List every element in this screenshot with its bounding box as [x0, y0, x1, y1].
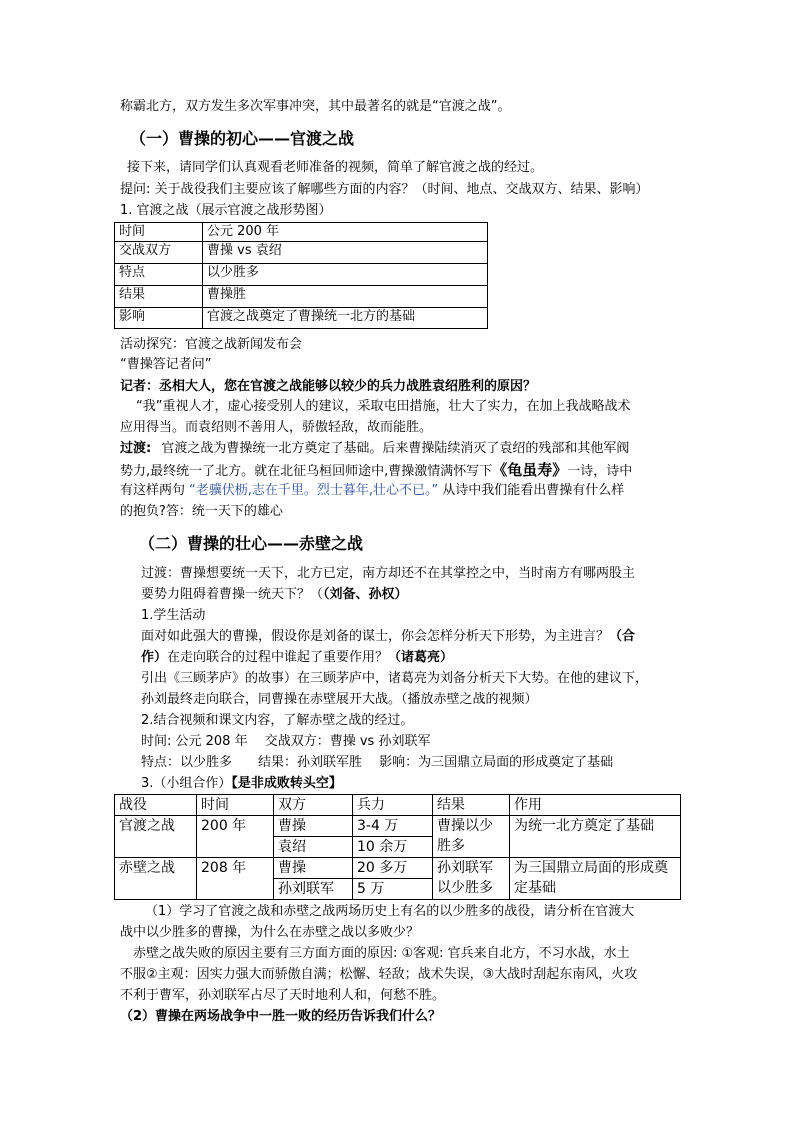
section2-p1-text: 要势力阻碍着曹操一统天下？（ — [141, 587, 324, 602]
table-row — [115, 816, 681, 837]
table-cell-label: 时间 — [115, 223, 203, 242]
table-cell-value: 公元 200 年 — [203, 223, 488, 242]
transition-text-3a: 有这样两句 — [120, 483, 186, 498]
result-cell: 孙刘联军以少胜多 — [433, 858, 510, 900]
section2-p1-answer: （刘备、孙权） — [323, 587, 408, 602]
table-header: 作用 — [510, 795, 681, 816]
chibi-time-line: 时间: 公元 208 年 交战双方：曹操 vs 孙刘联军 — [141, 734, 431, 749]
section2-item3-label: 3.（小组合作） — [141, 776, 232, 791]
transition-text-2c: 一诗，诗中 — [567, 464, 633, 479]
result-cell: 曹操以少胜多 — [433, 816, 510, 858]
question1-line2: 战中以少胜多的曹操，为什么在赤壁之战以多败少？ — [120, 925, 420, 940]
section2-item3 — [141, 775, 342, 793]
section2-title: （二）曹操的壮心——赤壁之战 — [139, 534, 364, 553]
table-header-row — [115, 795, 681, 816]
force-cell: 20 多万 — [353, 858, 433, 879]
table-header: 兵力 — [353, 795, 433, 816]
transition-text-2a: 势力,最终统一了北方。就在北征乌桓回师途中,曹操激情满怀写下 — [120, 464, 493, 479]
battle-year-cell: 208 年 — [197, 858, 274, 900]
table-header: 双方 — [274, 795, 353, 816]
battle-name-cell: 官渡之战 — [115, 816, 197, 858]
guandu-table — [114, 222, 488, 329]
section2-p4-line2: 孙刘最终走向联合，同曹操在赤壁展开大战。（播放赤壁之战的视频） — [141, 692, 538, 707]
quote-line: “曹操答记者问” — [120, 357, 212, 372]
transition-line-4: 的抱负?答：统一天下的雄心 — [120, 504, 283, 519]
section2-p3-coop: （合 — [609, 629, 636, 644]
side-cell: 袁绍 — [274, 837, 353, 858]
table-row — [115, 242, 488, 264]
table-row — [115, 308, 488, 329]
side-cell: 曹操 — [274, 816, 353, 837]
activity-line: 活动探究：官渡之战新闻发布会 — [120, 337, 303, 352]
section2-p3-answer: （诸葛亮） — [388, 650, 454, 665]
reporter-question: 记者：丞相大人，您在官渡之战能够以较少的兵力战胜袁绍胜利的原因？ — [120, 379, 537, 394]
table-cell-label: 影响 — [115, 308, 203, 329]
table-row — [115, 223, 488, 242]
section2-p3-coop-end: 作） — [141, 650, 168, 665]
transition-line-1 — [120, 440, 629, 458]
effect-cell: 为统一北方奠定了基础 — [510, 816, 681, 858]
section1-p1: 接下来，请同学们认真观看老师准备的视频，简单了解官渡之战的经过。 — [127, 160, 544, 175]
table-cell-label: 交战双方 — [115, 242, 203, 264]
battle-year-cell: 200 年 — [197, 816, 274, 858]
table-header: 时间 — [197, 795, 274, 816]
section1-item1: 1. 官渡之战（展示官渡之战形势图） — [120, 203, 332, 218]
table-header: 战役 — [115, 795, 197, 816]
section2-p3-line1 — [141, 628, 635, 646]
force-cell: 5 万 — [353, 879, 433, 900]
force-cell: 3-4 万 — [353, 816, 433, 837]
section2-p1-line1: 过渡：曹操想要统一天下，北方已定，南方却还不在其掌控之中，当时南方有哪两股主 — [141, 566, 636, 581]
answer-line-2: 应用得当。而袁绍则不善用人，骄傲轻敌，故而能胜。 — [120, 420, 433, 435]
table-row — [115, 286, 488, 308]
section2-p4-line1: 引出《三顾茅庐》的故事）在三顾茅庐中，诸葛亮为刘备分析天下大势。在他的建议下， — [141, 671, 649, 686]
intro-line: 称霸北方，双方发生多次军事冲突，其中最著名的就是“官渡之战”。 — [120, 99, 511, 114]
poem-title: 《龟虽寿》 — [492, 461, 568, 479]
effect-cell: 为三国鼎立局面的形成奠定基础 — [510, 858, 681, 900]
section2-item2: 2.结合视频和课文内容，了解赤壁之战的经过。 — [141, 713, 414, 728]
comparison-table — [114, 794, 681, 900]
question2: （2）曹操在两场战争中一胜一败的经历告诉我们什么？ — [120, 1009, 442, 1024]
answer1-line1: 赤壁之战失败的原因主要有三方面方面的原因: ①客观: 官兵来自北方，不习水战，水土 — [133, 946, 630, 961]
section2-item3-theme: 【是非成败转头空】 — [231, 776, 342, 791]
force-cell: 10 余万 — [353, 837, 433, 858]
transition-text-1: 官渡之战为曹操统一北方奠定了基础。后来曹操陆续消灭了袁绍的残部和其他军阀 — [161, 441, 630, 456]
table-row — [115, 264, 488, 286]
table-row — [115, 858, 681, 879]
question1-line1: （1）学习了官渡之战和赤壁之战两场历史上有名的以少胜多的战役，请分析在官渡大 — [145, 904, 635, 919]
table-cell-label: 特点 — [115, 264, 203, 286]
transition-line-3 — [120, 482, 624, 500]
transition-label: 过渡: — [120, 441, 152, 456]
table-cell-value: 曹操胜 — [203, 286, 488, 308]
battle-name-cell: 赤壁之战 — [115, 858, 197, 900]
table-header: 结果 — [433, 795, 510, 816]
section2-p3-question: 在走向联合的过程中谁起了重要作用？ — [167, 650, 389, 665]
table-cell-value: 以少胜多 — [203, 264, 488, 286]
poem-quote: “老骥伏枥,志在千里。烈士暮年,壮心不已。” — [189, 483, 439, 498]
transition-text-3c: 从诗中我们能看出曹操有什么样 — [442, 483, 625, 498]
student-activity-heading: 1.学生活动 — [141, 608, 206, 623]
answer-line-1: “我”重视人才，虚心接受别人的建议，采取屯田措施，壮大了实力，在加上我战略战术 — [136, 399, 631, 414]
transition-line-2 — [120, 461, 632, 481]
section1-question: 提问: 关于战役我们主要应该了解哪些方面的内容？（时间、地点、交战双方、结果、影响） — [120, 182, 649, 197]
answer1-line3: 不利于曹军，孙刘联军占尽了天时地利人和，何愁不胜。 — [120, 988, 446, 1003]
table-cell-label: 结果 — [115, 286, 203, 308]
chibi-result-line: 特点：以少胜多 结果：孙刘联军胜 影响：为三国鼎立局面的形成奠定了基础 — [141, 755, 614, 770]
table-cell-value: 官渡之战奠定了曹操统一北方的基础 — [203, 308, 488, 329]
side-cell: 孙刘联军 — [274, 879, 353, 900]
answer1-line2: 不服②主观：因实力强大而骄傲自满；松懈、轻敌；战术失误，③大战时刮起东南风，火攻 — [120, 967, 638, 982]
table-cell-value: 曹操 vs 袁绍 — [203, 242, 488, 264]
side-cell: 曹操 — [274, 858, 353, 879]
section1-title: （一）曹操的初心——官渡之战 — [130, 129, 355, 148]
section2-p3-line2 — [141, 649, 453, 667]
section2-p3-text: 面对如此强大的曹操，假设你是刘备的谋士，你会怎样分析天下形势，为主进言？ — [141, 629, 610, 644]
section2-p1-line2 — [141, 586, 408, 604]
